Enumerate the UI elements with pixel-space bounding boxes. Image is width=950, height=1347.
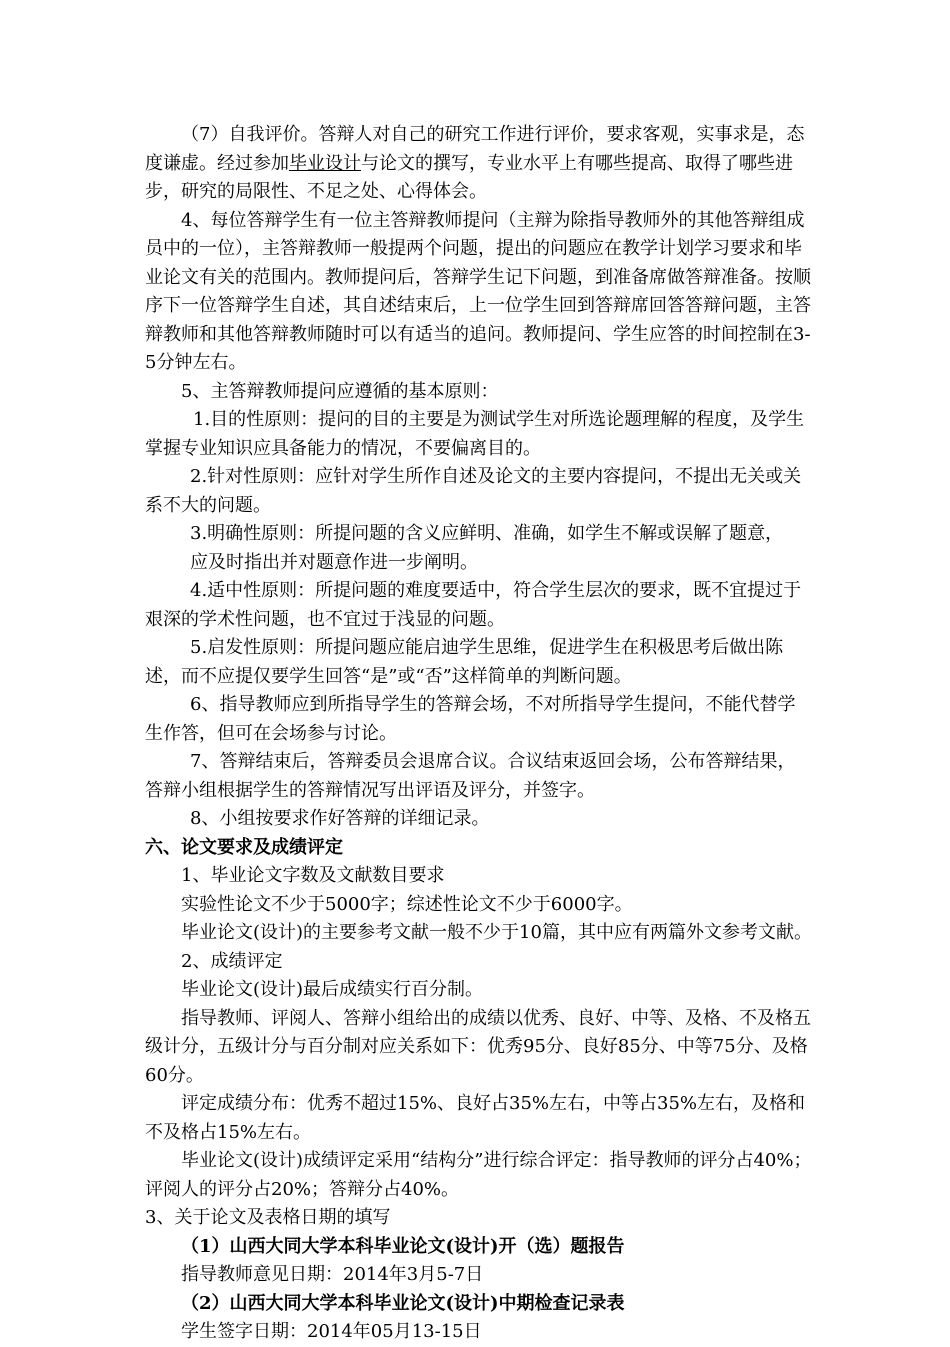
principle-5: 5.启发性原则：所提问题应能启迪学生思维，促进学生在积极思考后做出陈述，而不应提仅要学生回答“是”或“否”这样简单的判断问题。 xyxy=(145,637,784,687)
reference-requirement: 毕业论文(设计)的主要参考文献一般不少于10篇，其中应有两篇外文参考文献。 xyxy=(181,922,812,943)
paragraph-item-6: 6、指导教师应到所指导学生的答辩会场，不对所指导学生提问，不能代替学生作答，但可在会场参与讨论。 xyxy=(145,694,796,744)
word-count-requirement: 实验性论文不少于5000字；综述性论文不少于6000字。 xyxy=(181,893,633,915)
graduation-design-link[interactable]: 毕业设计 xyxy=(289,152,361,174)
principle-2: 2.针对性原则：应针对学生所作自述及论文的主要内容提问，不提出无关或关系不大的问题。 xyxy=(145,466,802,516)
section-6-heading: 六、论文要求及成绩评定 xyxy=(145,836,343,858)
document-body xyxy=(145,121,813,1347)
paragraph-item-5: 5、主答辩教师提问应遵循的基本原则： xyxy=(181,380,499,402)
paragraph-item-7: 7、答辩结束后，答辩委员会退席合议。合议结束返回会场，公布答辩结果，答辩小组根据学生的答辩情况写出评语及评分，并签字。 xyxy=(145,751,796,801)
structural-score: 毕业论文(设计)成绩评定采用“结构分”进行综合评定：指导教师的评分占40%；评阅人的评分占20%；答辩分占40%。 xyxy=(145,1150,812,1200)
subsection-2-heading: 2、成绩评定 xyxy=(181,950,283,972)
principle-3-line-2: 应及时指出并对题意作进一步阐明。 xyxy=(190,551,478,573)
grading-levels: 指导教师、评阅人、答辩小组给出的成绩以优秀、良好、中等、及格、不及格五级计分，五级计分与百分制对应关系如下：优秀95分、良好85分、中等75分、及格60分。 xyxy=(145,1007,811,1086)
principle-4: 4.适中性原则：所提问题的难度要适中，符合学生层次的要求，既不宜提过于艰深的学术性问题，也不宜过于浅显的问题。 xyxy=(145,580,802,630)
self-evaluation-text-end: 与论文的撰写，专业水平上有哪些提高、取得了哪些进步，研究的局限性、不足之处、心得体会。 xyxy=(145,152,793,202)
grade-distribution: 评定成绩分布：优秀不超过15%、良好占35%左右，中等占35%左右，及格和不及格占15%左右。 xyxy=(145,1093,806,1143)
form-1-title: （1）山西大同大学本科毕业论文(设计)开（选）题报告 xyxy=(181,1235,625,1257)
form-1-date: 指导教师意见日期：2014年3月5-7日 xyxy=(181,1264,484,1285)
paragraph-self-evaluation xyxy=(145,121,813,207)
paragraph-item-4: 4、每位答辩学生有一位主答辩教师提问（主辩为除指导教师外的其他答辩组成员中的一位），主答辩教师一般提两个问题，提出的问题应在教学计划学习要求和毕业论文有关的范围内。教师提问后，答辩学生记下问题，到准备席做答辩准备。按顺序下一位答辩学生自述，其自述结束后，上一位学生回到答辩席回答答辩问题，主答辩教师和其他答辩教师随时可以有适当的追问。教师提问、学生应答的时间控制在3-5分钟左右。 xyxy=(145,209,811,373)
grading-system: 毕业论文(设计)最后成绩实行百分制。 xyxy=(181,979,484,1000)
subsection-3-heading: 3、关于论文及表格日期的填写 xyxy=(145,1207,391,1228)
principle-3-line-1: 3.明确性原则：所提问题的含义应鲜明、准确，如学生不解或误解了题意， xyxy=(190,523,784,544)
form-2-title: （2）山西大同大学本科毕业论文(设计)中期检查记录表 xyxy=(181,1292,625,1314)
form-2-date: 学生签字日期：2014年05月13-15日 xyxy=(181,1321,482,1342)
paragraph-item-8: 8、小组按要求作好答辩的详细记录。 xyxy=(190,808,490,829)
subsection-1-heading: 1、毕业论文字数及文献数目要求 xyxy=(181,865,445,886)
principle-1: 1.目的性原则：提问的目的主要是为测试学生对所选论题理解的程度，及学生掌握专业知识应具备能力的情况，不要偏离目的。 xyxy=(145,409,805,459)
self-evaluation-text-start: （7）自我评价。答辩人对自己的研究工作进行评价，要求客观，实事求是，态度谦虚。经过参加 xyxy=(145,124,805,174)
